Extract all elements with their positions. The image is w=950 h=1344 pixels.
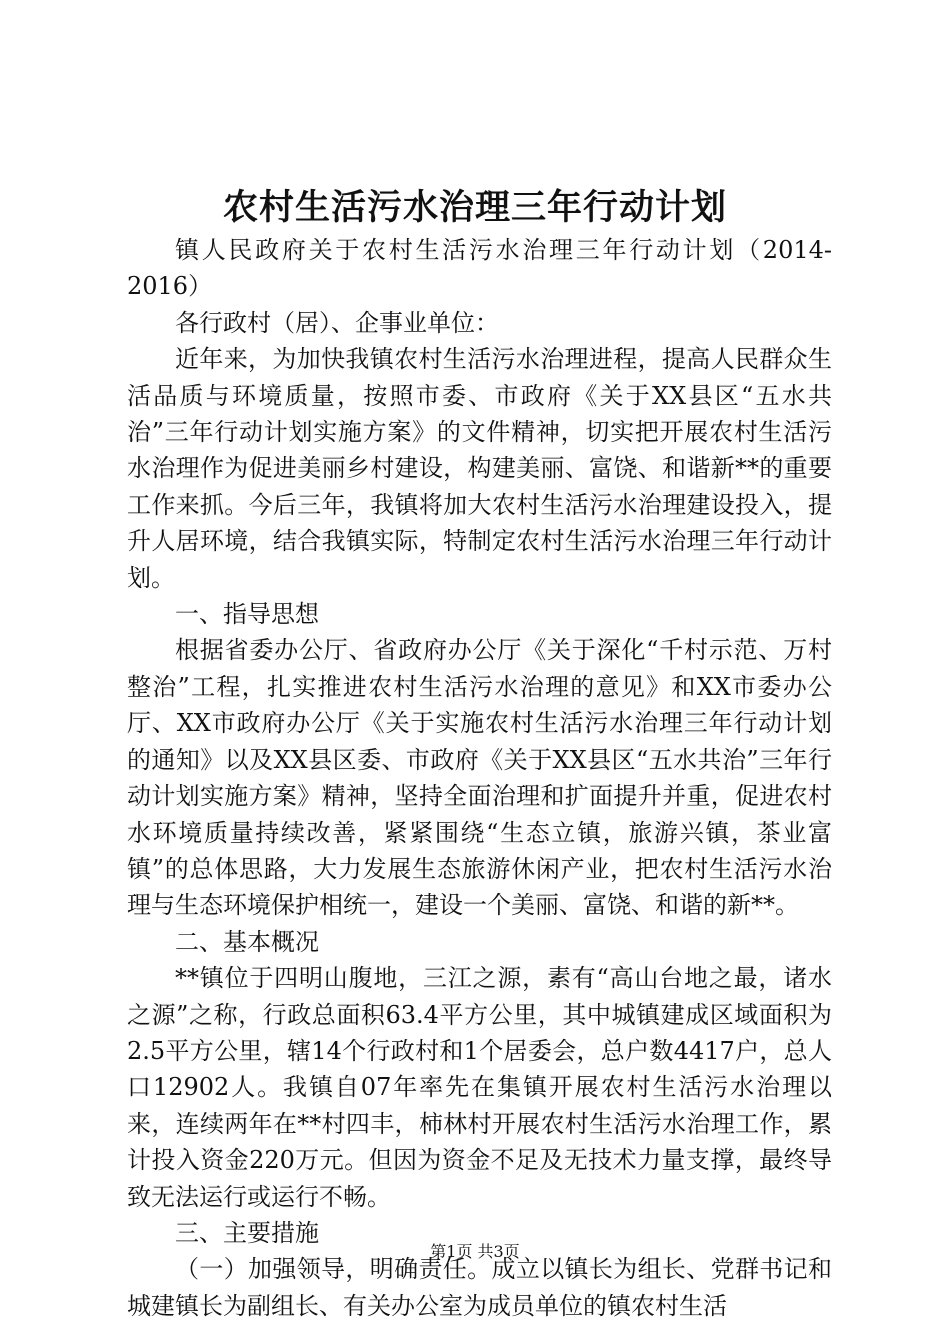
addressee-paragraph: 各行政村（居）、企事业单位： xyxy=(175,308,499,337)
basic-overview-paragraph: **镇位于四明山腹地，三江之源，素有“高山台地之最，诸水之源”之称，行政总面积63.4平方公里，其中城镇建成区域面积为2.5平方公里，辖14个行政村和1个居委会，总户数4417户，总人口12902人。我镇自07年率先在集镇开展农村生活污水治理以来，连续两年在**村四丰，柿林村开展农村生活污水治理工作，累计投入资金220万元。但因为资金不足及无技术力量支撑，最终导致无法运行或运行不畅。 xyxy=(127,964,832,1211)
section-heading-main-measures: 三、主要措施 xyxy=(175,1218,319,1247)
section-heading-guiding-ideology: 一、指导思想 xyxy=(175,600,319,629)
document-subtitle-paragraph: 镇人民政府关于农村生活污水治理三年行动计划（2014-2016） xyxy=(127,236,832,301)
main-measures-paragraph: （一）加强领导，明确责任。成立以镇长为组长、党群书记和城建镇长为副组长、有关办公室为成员单位的镇农村生活 xyxy=(127,1255,832,1320)
document-body xyxy=(127,232,832,1324)
intro-paragraph: 近年来，为加快我镇农村生活污水治理进程，提高人民群众生活品质与环境质量，按照市委、市政府《关于XX县区“五水共治”三年行动计划实施方案》的文件精神，切实把开展农村生活污水治理作为促进美丽乡村建设，构建美丽、富饶、和谐新**的重要工作来抓。今后三年，我镇将加大农村生活污水治理建设投入，提升人居环境，结合我镇实际，特制定农村生活污水治理三年行动计划。 xyxy=(127,345,832,592)
document-title: 农村生活污水治理三年行动计划 xyxy=(222,187,727,228)
guiding-ideology-paragraph: 根据省委办公厅、省政府办公厅《关于深化“千村示范、万村整治”工程，扎实推进农村生活污水治理的意见》和XX市委办公厅、XX市政府办公厅《关于实施农村生活污水治理三年行动计划的通知》以及XX县区委、市政府《关于XX县区“五水共治”三年行动计划实施方案》精神，坚持全面治理和扩面提升并重，促进农村水环境质量持续改善，紧紧围绕“生态立镇，旅游兴镇，茶业富镇”的总体思路，大力发展生态旅游休闲产业，把农村生活污水治理与生态环境保护相统一，建设一个美丽、富饶、和谐的新**。 xyxy=(127,636,832,920)
page-footer: 第1页 共3页 xyxy=(430,1242,520,1261)
section-heading-basic-overview: 二、基本概况 xyxy=(175,927,319,956)
